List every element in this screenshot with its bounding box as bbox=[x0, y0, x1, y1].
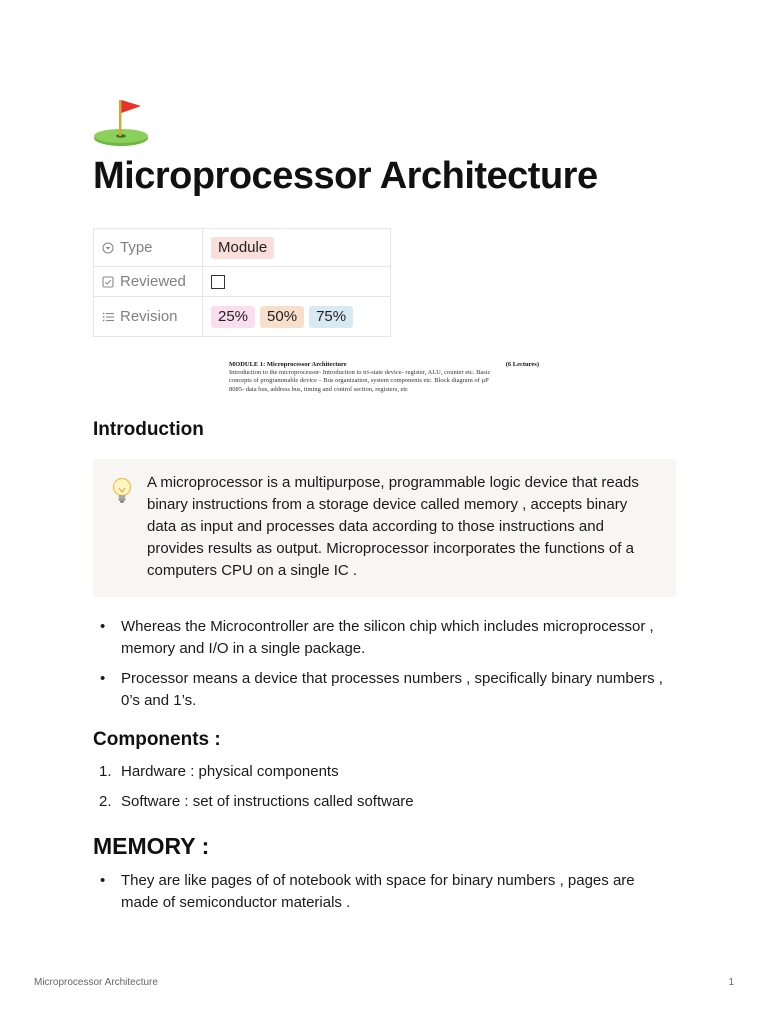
module-syllabus-image bbox=[229, 361, 539, 394]
module-excerpt-line: 8085- data bus, address bus, timing and control section, registers, etc bbox=[229, 385, 409, 393]
tag-50[interactable]: 50% bbox=[260, 306, 304, 328]
callout-block bbox=[93, 459, 676, 597]
properties-table bbox=[93, 228, 391, 337]
list-item: • Processor means a device that processes numbers , specifically binary numbers , 0’s and 1’s. bbox=[100, 670, 663, 709]
property-value-type[interactable] bbox=[203, 229, 391, 267]
checkbox-icon bbox=[102, 276, 114, 288]
property-value-revision bbox=[203, 297, 391, 337]
lightbulb-icon bbox=[111, 477, 133, 505]
list-item: • Whereas the Microcontroller are the silicon chip which includes microprocessor , memory and I/O in a single package. bbox=[100, 618, 654, 657]
module-excerpt-line: Introduction to the microprocessor- Introduction to tri-state device- register, ALU, counter etc. Basic bbox=[229, 369, 491, 377]
list-item: • They are like pages of of notebook with space for binary numbers , pages are made of semiconductor materials . bbox=[100, 872, 635, 911]
property-key-reviewed: Reviewed bbox=[94, 267, 203, 297]
property-key-revision: Revision bbox=[94, 297, 203, 337]
components-heading: Components : bbox=[93, 729, 221, 750]
tag-75[interactable]: 75% bbox=[309, 306, 353, 328]
introduction-heading: Introduction bbox=[93, 419, 204, 440]
tag-module[interactable]: Module bbox=[211, 237, 274, 259]
list-item: 2. Software : set of instructions called software bbox=[99, 793, 414, 810]
property-row-reviewed bbox=[94, 267, 391, 297]
memory-bullets bbox=[93, 870, 676, 922]
select-icon bbox=[102, 242, 114, 254]
callout-text: A microprocessor is a multipurpose, programmable logic device that reads binary instructions from a storage device called memory , accepts binary data as input and processes data according to those instructions and provides results as output. Microprocessor incorporates the functions of a computers CPU on a single IC . bbox=[147, 474, 639, 579]
reviewed-checkbox[interactable] bbox=[211, 275, 225, 289]
property-row-revision bbox=[94, 297, 391, 337]
components-list bbox=[93, 761, 676, 821]
tag-25[interactable]: 25% bbox=[211, 306, 255, 328]
page-title: Microprocessor Architecture bbox=[93, 155, 598, 197]
module-excerpt-line: concepts of programmable device – Bus organization, system components etc. Block diagram of µP bbox=[229, 377, 489, 385]
property-row-type bbox=[94, 229, 391, 267]
memory-heading: MEMORY : bbox=[93, 833, 210, 859]
property-value-reviewed bbox=[203, 267, 391, 297]
footer-page-number: 1 bbox=[728, 977, 734, 988]
list-item: 1. Hardware : physical components bbox=[99, 763, 339, 780]
property-key-type: Type bbox=[94, 229, 203, 267]
introduction-bullets bbox=[93, 616, 676, 720]
list-icon bbox=[102, 311, 114, 323]
footer-title: Microprocessor Architecture bbox=[34, 977, 158, 988]
module-excerpt-heading: MODULE 1: Microprocessor Architecture (6 Lectures) bbox=[229, 361, 539, 368]
golf-flag-icon bbox=[93, 96, 151, 150]
